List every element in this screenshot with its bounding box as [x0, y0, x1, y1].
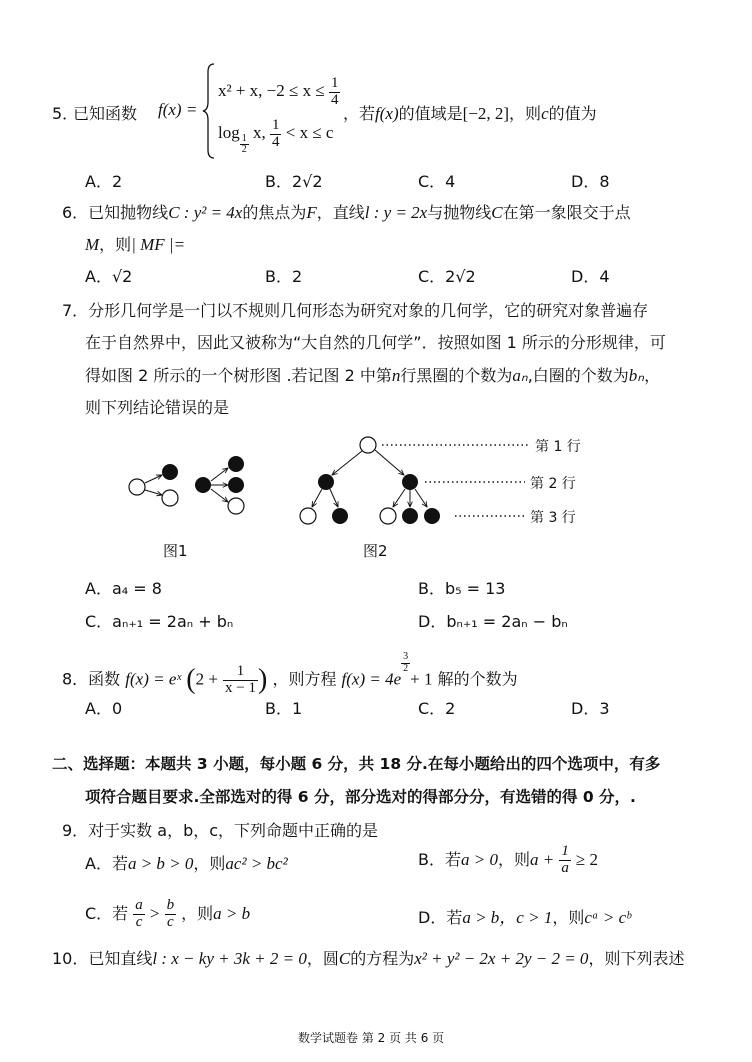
q9-stem: 9．对于实数 a，b，c，下列命题中正确的是	[62, 821, 379, 840]
q7-line1: 7．分形几何学是一门以不规则几何形态为研究对象的几何学，它的研究对象普遍存	[62, 301, 649, 320]
fig2-row-label-3: 第 3 行	[530, 510, 576, 526]
q5-case1-expr: x² + x, −2 ≤ x ≤	[218, 81, 325, 101]
q5-func: f(x) =	[158, 100, 198, 119]
q5-case1	[218, 76, 340, 109]
q7-option-d[interactable]: D．bₙ₊₁ = 2aₙ − bₙ	[418, 612, 568, 631]
q6-option-c[interactable]: C．2√2	[418, 267, 476, 286]
fig2-row-label-2: 第 2 行	[530, 476, 576, 492]
q9-option-b[interactable]: B．若a > 0，则a + $\frac{1}{a}$ ≥ 2	[418, 843, 598, 876]
q7-option-c[interactable]: C．aₙ₊₁ = 2aₙ + bₙ	[85, 612, 234, 631]
q8-option-c[interactable]: C．2	[418, 699, 456, 718]
q8-frac: $\frac{1}{x - 1}$	[225, 662, 257, 696]
q5-log-base: $\frac{1}{2}$	[241, 132, 247, 156]
q8-option-b[interactable]: B．1	[265, 699, 303, 718]
q6-line2: M，则| MF |=	[85, 235, 186, 254]
q5-case2	[218, 118, 333, 156]
q9-option-d[interactable]: D．若a > b，c > 1，则cᵃ > cᵇ	[418, 908, 631, 927]
fig2-row-label-1: 第 1 行	[535, 439, 581, 455]
q5-stem-pre: 已知函数	[73, 104, 138, 123]
q7-line2: 在于自然界中，因此又被称为“大自然的几何学”．按照如图 1 所示的分形规律，可	[85, 333, 666, 352]
q10-line: 10．已知直线l : x − ky + 3k + 2 = 0，圆C的方程为x² + y² − 2x + 2y − 2 = 0，则下列表述	[52, 949, 685, 968]
q5-number: 5．	[52, 104, 79, 123]
q5-case1-frac: $\frac{1}{4}$	[330, 75, 339, 108]
q8-line: 8．函数 f(x) = eˣ (2 + $\frac{1}{x - 1}$ ) ，则方程 f(x) = 4e $\frac{3}{2}$ + 1 解的个数为	[62, 651, 518, 696]
q9-option-a[interactable]: A．若a > b > 0，则ac² > bc²	[85, 854, 288, 873]
q5-option-a[interactable]: A．2	[85, 172, 123, 191]
q6-option-b[interactable]: B．2	[265, 267, 303, 286]
q7-figures	[120, 428, 600, 530]
q9-option-c[interactable]: C．若 $\frac{a}{c}$ > $\frac{b}{c}$ ，则a > b	[85, 897, 251, 930]
q5-log: log	[218, 123, 240, 143]
page-footer: 数学试题卷 第 2 页 共 6 页	[298, 1031, 445, 1045]
q6-line1: 6．已知抛物线C : y² = 4x的焦点为F，直线l : y = 2x与抛物线C在第一象限交于点	[62, 203, 631, 222]
fig2-tree	[300, 437, 530, 524]
q9-c-frac1: $\frac{a}{c}$	[135, 897, 143, 930]
q9-b-frac: $\frac{1}{a}$	[561, 843, 569, 876]
q5-case2-mid: x,	[252, 123, 266, 143]
q8-exp-frac: $\frac{3}{2}$	[403, 651, 409, 674]
q8-option-a[interactable]: A．0	[85, 699, 123, 718]
q5-brace	[202, 62, 216, 160]
section2-heading-line2: 项符合题目要求.全部选对的得 6 分，部分选对的得部分分，有选错的得 0 分，.	[85, 788, 636, 806]
q5-case2-tail: < x ≤ c	[285, 123, 334, 143]
q5-option-c[interactable]: C．4	[418, 172, 456, 191]
q6-option-a[interactable]: A．√2	[85, 267, 133, 286]
fig2-caption: 图2	[363, 542, 388, 560]
q7-line3: 得如图 2 所示的一个树形图 .若记图 2 中第n行黑圈的个数为aₙ,白圈的个数为bₙ，	[85, 366, 661, 385]
q7-option-a[interactable]: A．a₄ = 8	[85, 579, 162, 598]
q5-case2-frac: $\frac{1}{4}$	[271, 117, 280, 150]
fig1-caption: 图1	[163, 542, 188, 560]
section2-heading: 二、选择题：本题共 3 小题，每小题 6 分，共 18 分.在每小题给出的四个选项中，有多	[52, 755, 661, 773]
q9-c-frac2: $\frac{b}{c}$	[166, 897, 175, 930]
q5-stem-post: ，若f(x)的值域是[−2, 2]，则c的值为	[343, 104, 597, 123]
q6-option-d[interactable]: D．4	[571, 267, 610, 286]
fig1-diagram	[129, 456, 244, 514]
q7-option-b[interactable]: B．b₅ = 13	[418, 579, 506, 598]
q5-option-d[interactable]: D．8	[571, 172, 610, 191]
q8-option-d[interactable]: D．3	[571, 699, 610, 718]
q7-line4: 则下列结论错误的是	[85, 398, 230, 417]
q5-option-b[interactable]: B．2√2	[265, 172, 323, 191]
